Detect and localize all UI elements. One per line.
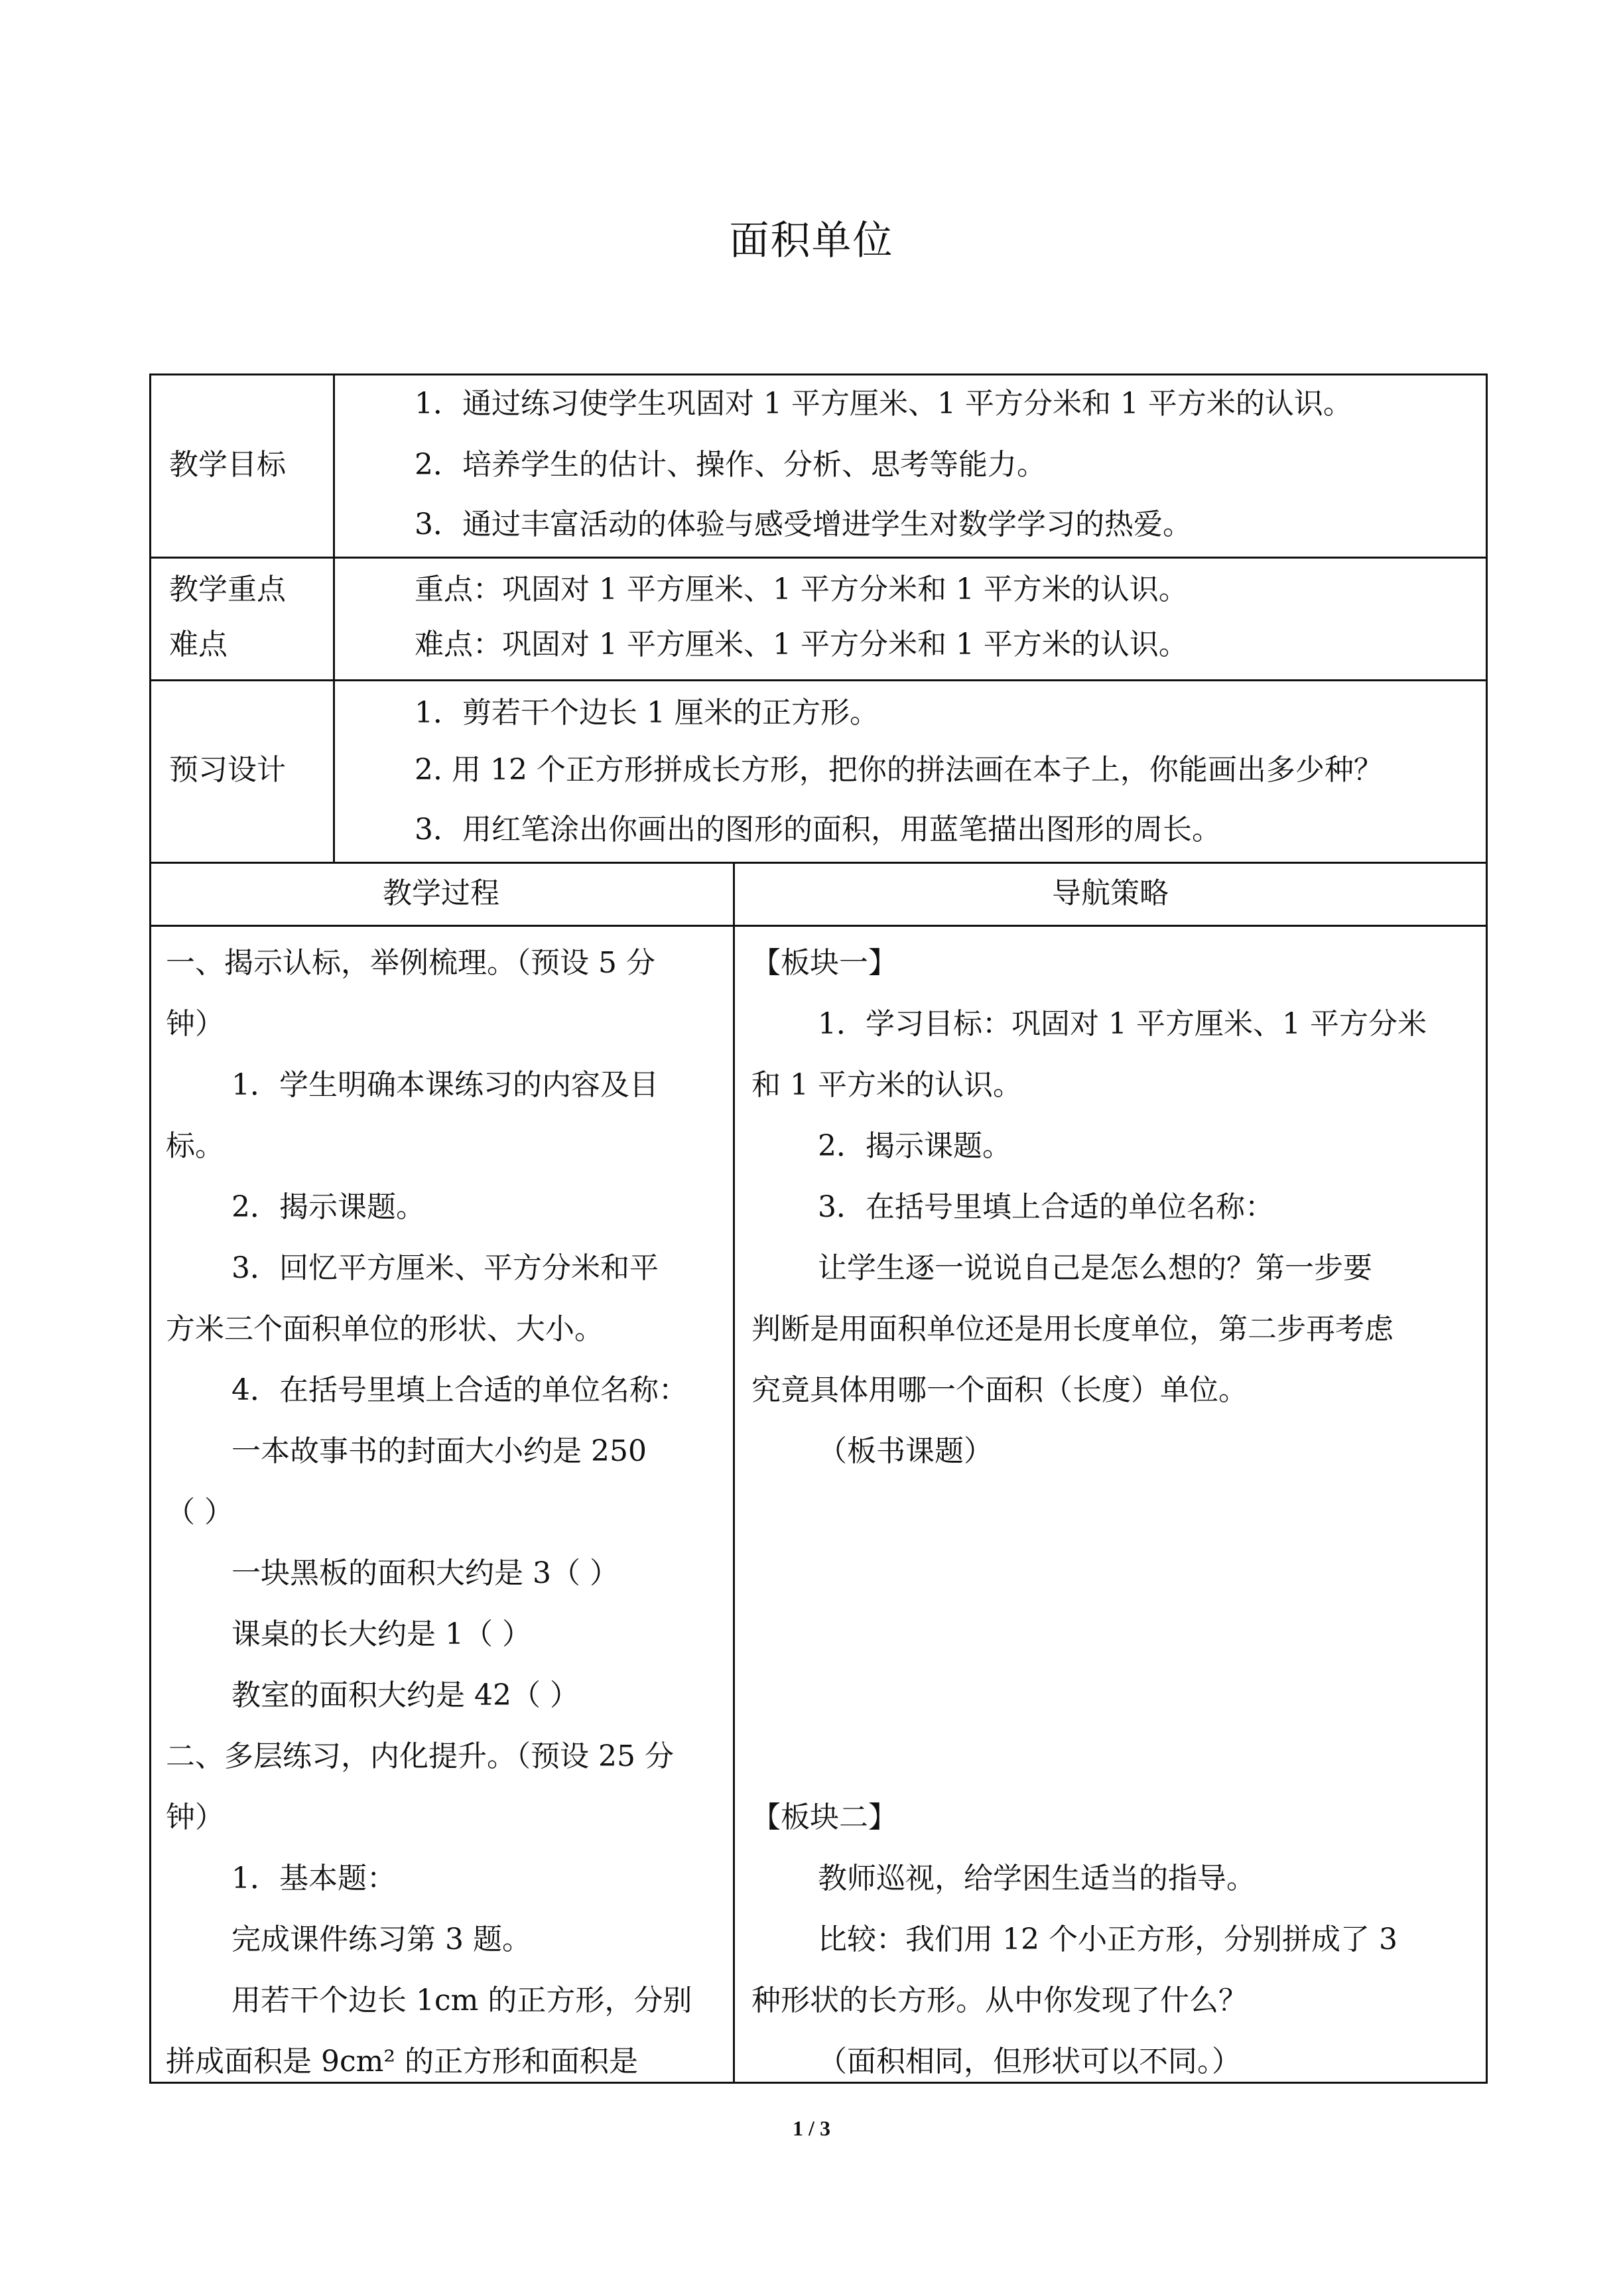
- process-line: 标。: [166, 1129, 224, 1163]
- page-title: 面积单位: [729, 218, 894, 264]
- strategy-line: 究竟具体用哪一个面积（长度）单位。: [751, 1373, 1248, 1407]
- goal-item: 1．通过练习使学生巩固对 1 平方厘米、1 平方分米和 1 平方米的认识。: [415, 387, 1352, 421]
- lesson-plan-table: [149, 373, 1488, 2084]
- process-line: 一块黑板的面积大约是 3（ ）: [231, 1556, 619, 1590]
- row-divider: [149, 925, 1488, 927]
- preview-label: 预习设计: [169, 753, 286, 787]
- process-header: 教学过程: [383, 876, 499, 910]
- strategy-line: 比较：我们用 12 个小正方形，分别拼成了 3: [818, 1923, 1397, 1956]
- table-border-left: [149, 373, 151, 2084]
- goal-item: 2．培养学生的估计、操作、分析、思考等能力。: [415, 448, 1046, 482]
- process-line: 方米三个面积单位的形状、大小。: [166, 1312, 604, 1346]
- strategy-line: 种形状的长方形。从中你发现了什么？: [751, 1984, 1248, 2017]
- goal-item: 3．通过丰富活动的体验与感受增进学生对数学学习的热爱。: [415, 507, 1192, 541]
- process-line: 用若干个边长 1cm 的正方形，分别: [231, 1984, 692, 2017]
- strategy-line: （板书课题）: [818, 1434, 993, 1468]
- row-divider: [149, 679, 1488, 681]
- strategy-line: 1．学习目标：巩固对 1 平方厘米、1 平方分米: [818, 1007, 1427, 1041]
- strategy-line: 2．揭示课题。: [818, 1129, 1011, 1163]
- strategy-line: 和 1 平方米的认识。: [751, 1068, 1022, 1102]
- strategy-line: 教师巡视，给学困生适当的指导。: [818, 1861, 1256, 1895]
- row-divider: [149, 557, 1488, 559]
- process-line: 4．在括号里填上合适的单位名称：: [231, 1373, 688, 1407]
- keypoint-item: 难点：巩固对 1 平方厘米、1 平方分米和 1 平方米的认识。: [415, 628, 1188, 661]
- strategy-line: 【板块二】: [751, 1800, 897, 1834]
- process-line: 二、多层练习，内化提升。（预设 25 分: [166, 1739, 674, 1773]
- table-border-right: [1486, 373, 1488, 2084]
- process-line: 课桌的长大约是 1（ ）: [231, 1617, 531, 1651]
- process-line: 完成课件练习第 3 题。: [231, 1923, 531, 1956]
- strategy-line: （面积相同，但形状可以不同。）: [818, 2045, 1241, 2078]
- strategy-header: 导航策略: [1052, 876, 1169, 910]
- process-line: 钟）: [166, 1007, 224, 1041]
- process-line: 一、揭示认标，举例梳理。（预设 5 分: [166, 946, 655, 980]
- strategy-line: 判断是用面积单位还是用长度单位，第二步再考虑: [751, 1312, 1394, 1346]
- keypoints-label: 教学重点: [169, 573, 286, 606]
- preview-item: 1．剪若干个边长 1 厘米的正方形。: [415, 696, 879, 730]
- strategy-line: 【板块一】: [751, 946, 897, 980]
- label-column-divider: [333, 373, 335, 862]
- process-line: 教室的面积大约是 42（ ）: [231, 1678, 579, 1712]
- strategy-line: 3．在括号里填上合适的单位名称：: [818, 1190, 1274, 1224]
- process-line: 2．揭示课题。: [231, 1190, 425, 1224]
- page-number: 1 / 3: [793, 2116, 830, 2140]
- strategy-line: 让学生逐一说说自己是怎么想的？第一步要: [818, 1251, 1372, 1285]
- process-line: 1．学生明确本课练习的内容及目: [231, 1068, 659, 1102]
- keypoint-item: 重点：巩固对 1 平方厘米、1 平方分米和 1 平方米的认识。: [415, 573, 1188, 606]
- preview-item: 3．用红笔涂出你画出的图形的面积，用蓝笔描出图形的周长。: [415, 813, 1221, 846]
- process-line: 一本故事书的封面大小约是 250: [231, 1434, 647, 1468]
- process-line: 1．基本题：: [231, 1861, 396, 1895]
- process-line: 钟）: [166, 1800, 224, 1834]
- process-column-divider: [733, 862, 735, 2084]
- goals-label: 教学目标: [169, 448, 286, 482]
- preview-item: 2. 用 12 个正方形拼成长方形，把你的拼法画在本子上，你能画出多少种？: [415, 753, 1383, 787]
- keypoints-label-line2: 难点: [169, 628, 227, 661]
- process-line: 3．回忆平方厘米、平方分米和平: [231, 1251, 659, 1285]
- process-line: 拼成面积是 9cm² 的正方形和面积是: [166, 2045, 638, 2078]
- process-line: （ ）: [166, 1495, 233, 1529]
